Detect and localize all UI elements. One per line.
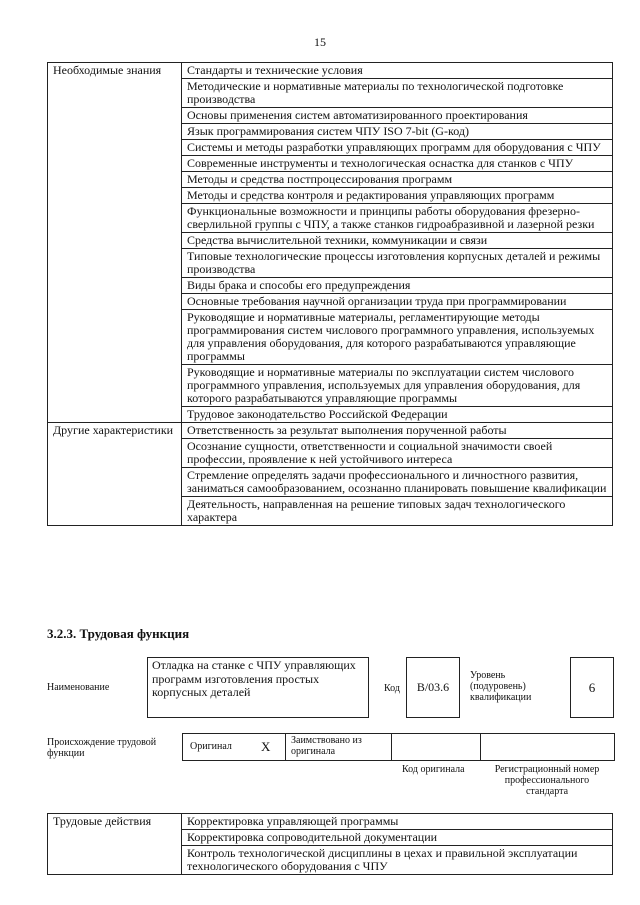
table-cell: Современные инструменты и технологическая оснастка для станков с ЧПУ [182, 156, 613, 172]
table-cell: Основные требования научной организации труда при программировании [182, 294, 613, 310]
table-cell: Корректировка управляющей программы [182, 814, 613, 830]
level-value: 6 [570, 657, 614, 718]
table-cell: Осознание сущности, ответственности и социальной значимости своей профессии, проявление к ней устойчивого интереса [182, 439, 613, 468]
table-row [48, 814, 613, 830]
code-value: B/03.6 [406, 657, 460, 718]
name-value-box [147, 657, 369, 718]
divider [480, 734, 481, 760]
borrowed-label: Заимствовано из оригинала [291, 735, 362, 757]
origin-row [182, 733, 615, 761]
table-row [48, 63, 613, 79]
level-label: Уровень (подуровень) квалификации [470, 670, 532, 703]
divider [285, 734, 286, 760]
original-mark: X [261, 739, 271, 754]
table-row [48, 423, 613, 439]
name-label: Наименование [47, 682, 110, 693]
actions-table [47, 813, 613, 875]
table-cell: Деятельность, направленная на решение типовых задач технологического характера [182, 497, 613, 526]
section-title: 3.2.3. Трудовая функция [47, 626, 190, 641]
table-cell: Трудовое законодательство Российской Федерации [182, 407, 613, 423]
table-cell: Стремление определять задачи профессионального и личностного развития, заниматься самообразованием, осознанно планировать повышение квалификации [182, 468, 613, 497]
reg-number-caption: Регистрационный номер профессионального стандарта [494, 764, 600, 797]
table-cell: Корректировка сопроводительной документации [182, 830, 613, 846]
requirements-table [47, 62, 613, 526]
table-cell: Язык программирования систем ЧПУ ISO 7-bit (G-код) [182, 124, 613, 140]
table-cell: Типовые технологические процессы изготовления корпусных деталей и режимы производства [182, 249, 613, 278]
table-cell: Руководящие и нормативные материалы по эксплуатации систем числового программного управления, используемых для управления оборудования, для которого разрабатываются управляющие программы [182, 365, 613, 407]
table-cell: Ответственность за результат выполнения порученной работы [182, 423, 613, 439]
code-original-caption: Код оригинала [402, 764, 465, 775]
table-cell: Стандарты и технические условия [182, 63, 613, 79]
table-cell: Контроль технологической дисциплины в цехах и правильной эксплуатации технологического оборудования с ЧПУ [182, 846, 613, 875]
original-label: Оригинал [190, 741, 232, 752]
table-cell: Основы применения систем автоматизированного проектирования [182, 108, 613, 124]
table-cell: Функциональные возможности и принципы работы оборудования фрезерно-сверлильной группы с ЧПУ, а также станков гидроабразивной и лазерной резки [182, 204, 613, 233]
row-group-label: Другие характеристики [48, 423, 182, 526]
row-group-label: Необходимые знания [48, 63, 182, 423]
table-cell: Методические и нормативные материалы по технологической подготовке производства [182, 79, 613, 108]
table-cell: Руководящие и нормативные материалы, регламентирующие методы программирования систем числового программного управления, используемых для управления оборудования, для которого разрабатываются управляющие программы [182, 310, 613, 365]
table-cell: Виды брака и способы его предупреждения [182, 278, 613, 294]
row-group-label: Трудовые действия [48, 814, 182, 875]
table-cell: Методы и средства постпроцессирования программ [182, 172, 613, 188]
table-cell: Методы и средства контроля и редактирования управляющих программ [182, 188, 613, 204]
origin-label: Происхождение трудовой функции [47, 737, 157, 759]
divider [391, 734, 392, 760]
table-cell: Средства вычислительной техники, коммуникации и связи [182, 233, 613, 249]
name-value: Отладка на станке с ЧПУ управляющих программ изготовления простых корпусных деталей [152, 658, 356, 699]
page-number: 15 [314, 35, 326, 49]
table-cell: Системы и методы разработки управляющих программ для оборудования с ЧПУ [182, 140, 613, 156]
code-label: Код [384, 683, 400, 694]
